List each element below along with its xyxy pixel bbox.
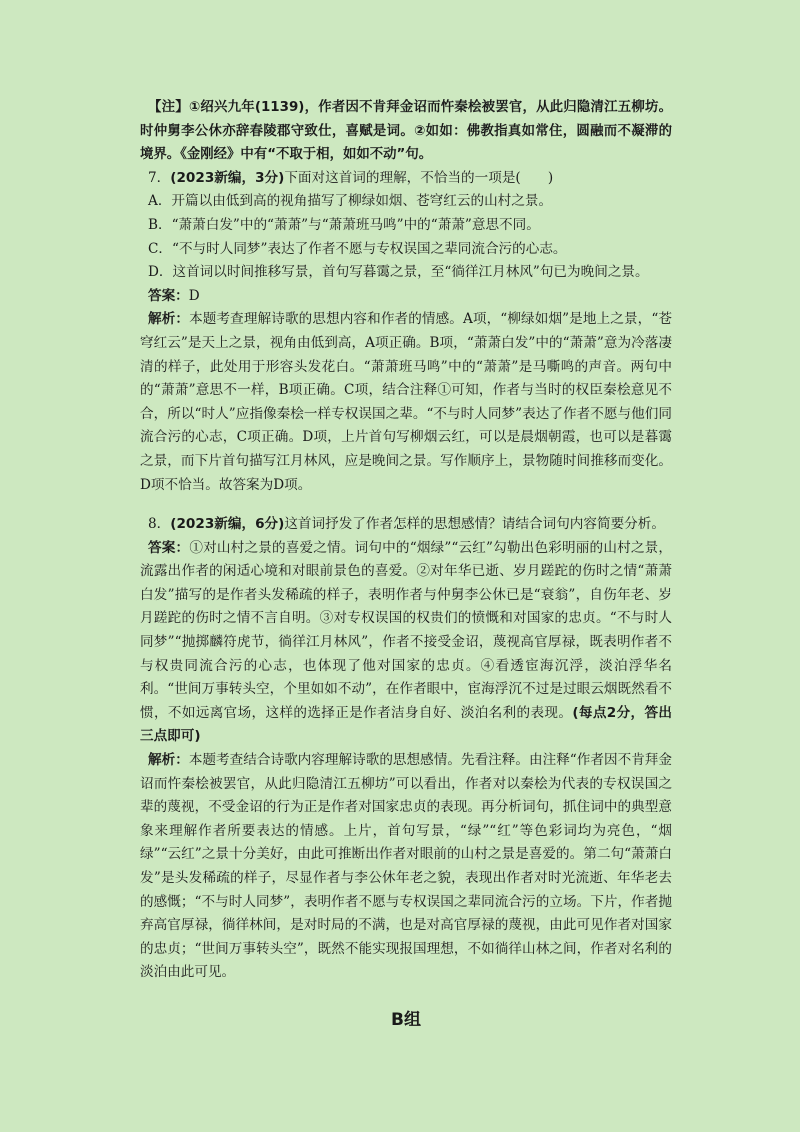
option-b: B．“萧萧白发”中的“萧萧”与“萧萧班马鸣”中的“萧萧”意思不同。 bbox=[148, 216, 540, 233]
answer-text: ①对山村之景的喜爱之情。词句中的“烟绿”“云红”勾勒出色彩明丽的山村之景，流露出作者的闲适心境和对眼前景色的喜爱。②对年华已逝、岁月蹉跎的伤时之情“萧萧白发”描写的是作者头发稀疏的样子，表明作者与仲舅李公休已是“衰翁”，自伤年老、岁月蹉跎的伤时之情不言自明。③对专权误国的权贵们的愤慨和对国家的忠贞。“不与时人同梦”“抛掷麟符虎节，徜徉江月林风”，作者不接受金诏，蔑视高官厚禄，既表明作者不与权贵同流合污的心志，也体现了他对国家的忠贞。④看透宦海沉浮，淡泊浮华名利。“世间万事转头空，个里如如不动”，在作者眼中，宦海浮沉不过是过眼云烟既然看不惯，不如远离官场，这样的选择正是作者洁身自好、淡泊名利的表现。 bbox=[140, 539, 673, 721]
answer-label: 答案： bbox=[148, 539, 190, 556]
option-c: C．“不与时人同梦”表达了作者不愿与专权误国之辈同流合污的心志。 bbox=[148, 240, 567, 257]
annotation-note: 【注】①绍兴九年(1139)，作者因不肯拜金诏而忤秦桧被罢官，从此归隐清江五柳坊。时仲舅李公休亦辞春陵郡守致仕，喜赋是词。②如如：佛教指真如常住，圆融而不凝滞的境界。《金刚经》中有“不取于相，如如不动”句。 bbox=[140, 100, 672, 163]
question-8-stem bbox=[140, 513, 672, 537]
question-8-source: (2023新编，6分) bbox=[170, 516, 285, 533]
question-8-answer bbox=[140, 537, 672, 749]
question-8-analysis bbox=[140, 749, 672, 985]
analysis-label: 解析： bbox=[148, 311, 190, 328]
scoring-note: (每点2分，答出三点即可) bbox=[140, 704, 673, 745]
section-title: B组 bbox=[391, 1009, 421, 1030]
spacer bbox=[140, 497, 672, 513]
question-7-stem bbox=[140, 167, 672, 191]
analysis-text: 本题考查理解诗歌的思想内容和作者的情感。A项，“柳绿如烟”是地上之景，“苍穹红云”是天上之景，视角由低到高，A项正确。B项，“萧萧白发”中的“萧萧”意为冷落凄清的样子，此处用于形容头发花白。“萧萧班马鸣”中的“萧萧”是马嘶鸣的声音。两句中的“萧萧”意思不一样，B项正确。C项，结合注释①可知，作者与当时的权臣秦桧意见不合，所以“时人”应指像秦桧一样专权误国之辈。“不与时人同梦”表达了作者不愿与他们同流合污的心志，C项正确。D项，上片首句写柳烟云红，可以是晨烟朝霞，也可以是暮霭之景，而下片首句描写江月林风，应是晚间之景。写作顺序上，景物随时间推移而变化。D项不恰当。故答案为D项。 bbox=[140, 311, 672, 493]
analysis-text: 本题考查结合诗歌内容理解诗歌的思想感情。先看注释。由注释“作者因不肯拜金诏而忤秦桧被罢官，从此归隐清江五柳坊”可以看出，作者对以秦桧为代表的专权误国之辈的蔑视，不受金诏的行为正是作者对国家忠贞的表现。再分析词句，抓住词中的典型意象来理解作者所要表达的情感。上片，首句写景，“绿”“红”等色彩词均为亮色，“烟绿”“云红”之景十分美好，由此可推断出作者对眼前的山村之景是喜爱的。第二句“萧萧白发”是头发稀疏的样子，尽显作者与李公休年老之貌，表现出作者对时光流逝、年华老去的感慨；“不与时人同梦”，表明作者不愿与专权误国之辈同流合污的立场。下片，作者抛弃高官厚禄，徜徉林间，是对时局的不满，也是对高官厚禄的蔑视，由此可见作者对国家的忠贞；“世间万事转头空”，既然不能实现报国理想，不如徜徉山林之间，作者对名利的淡泊由此可见。 bbox=[140, 752, 673, 981]
question-7-number: 7． bbox=[148, 169, 171, 186]
question-8-number: 8． bbox=[148, 516, 171, 533]
analysis-label: 解析： bbox=[148, 752, 189, 769]
question-7-answer bbox=[140, 285, 672, 309]
question-7-analysis bbox=[140, 308, 672, 497]
question-8-text: 这首词抒发了作者怎样的思想感情？请结合词句内容简要分析。 bbox=[284, 516, 665, 533]
option-a: A．开篇以由低到高的视角描写了柳绿如烟、苍穹红云的山村之景。 bbox=[148, 193, 553, 210]
answer-value: D bbox=[188, 287, 200, 304]
question-7-source: (2023新编，3分) bbox=[170, 169, 285, 186]
answer-label: 答案： bbox=[148, 287, 189, 304]
question-7-text: 下面对这首词的理解，不恰当的一项是( ) bbox=[284, 169, 554, 186]
option-d: D．这首词以时间推移写景，首句写暮霭之景，至“徜徉江月林风”句已为晚间之景。 bbox=[148, 264, 649, 281]
